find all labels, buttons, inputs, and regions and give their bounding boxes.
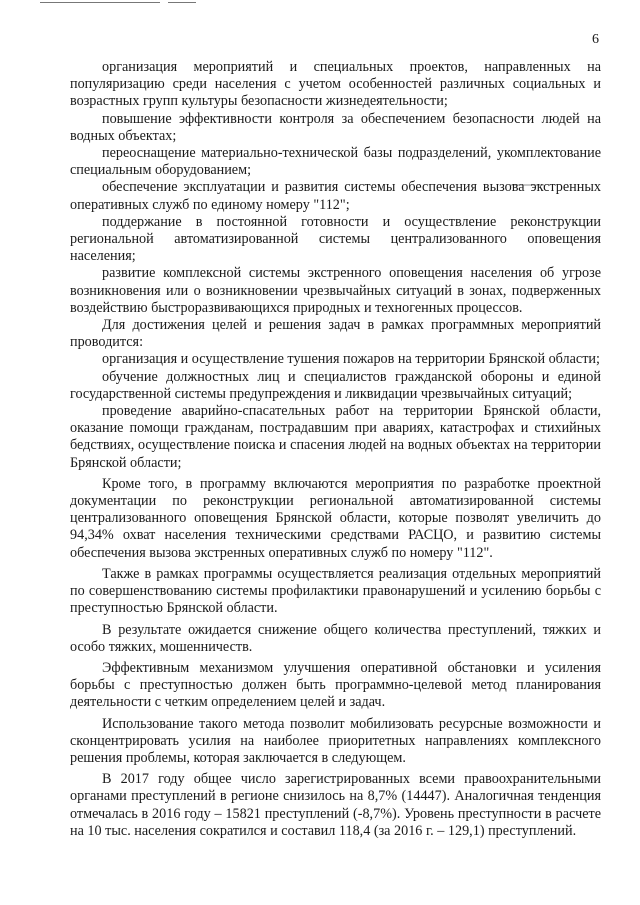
paragraph-1: организация мероприятий и специальных проектов, направленных на популяризацию среди населения с учетом особенностей различных социальных и возрастных групп культуры безопасности жизнедеятельности; bbox=[70, 59, 601, 110]
document-body bbox=[70, 59, 601, 840]
paragraph-5: поддержание в постоянной готовности и осуществление реконструкции региональной автоматизированной системы централизованного оповещения населения; bbox=[70, 213, 601, 265]
paragraph-3: переоснащение материально-технической базы подразделений, укомплектование специальным оборудованием; bbox=[70, 145, 601, 179]
paragraph-7: Для достижения целей и решения задач в рамках программных мероприятий проводится: bbox=[70, 317, 601, 351]
paragraph-11: Кроме того, в программу включаются мероприятия по разработке проектной документации по реконструкции региональной автоматизированной системы централизованного оповещения Брянской области, которые позволят увеличить до 94,34% охват населения техническими средствами РАСЦО, и развитию системы обеспечения вызова экстренных оперативных служб по номеру "112". bbox=[70, 475, 601, 561]
paragraph-9: обучение должностных лиц и специалистов гражданской обороны и единой государственной системы предупреждения и ликвидации чрезвычайных ситуаций; bbox=[70, 368, 601, 402]
paragraph-10: проведение аварийно-спасательных работ на территории Брянской области, оказание помощи гражданам, пострадавшим при авариях, катастрофах и стихийных бедствиях, осуществление поиска и спасения людей на водных объектах на территории Брянской области; bbox=[70, 403, 601, 471]
paragraph-8: организация и осуществление тушения пожаров на территории Брянской области; bbox=[102, 351, 600, 368]
scan-edge-marks bbox=[0, 0, 640, 10]
paragraph-15: Использование такого метода позволит мобилизовать ресурсные возможности и сконцентрировать усилия на наиболее приоритетных направлениях комплексного решения проблемы, которая заключается в следующем. bbox=[70, 715, 601, 766]
paragraph-2: повышение эффективности контроля за обеспечением безопасности людей на водных объектах; bbox=[70, 110, 601, 144]
paragraph-14: Эффективным механизмом улучшения оперативной обстановки и усиления борьбы с преступностью должен быть программно-целевой метод планирования деятельности с четким определением целей и задач. bbox=[70, 659, 601, 711]
paragraph-16: В 2017 году общее число зарегистрированных всеми правоохранительными органами преступлений в регионе снизилось на 8,7% (14447). Аналогичная тенденция отмечалась в 2016 году – 15821 преступлений (-8,7%). Уровень преступности в расчете на 10 тыс. населения сократился и составил 118,4 (за 2016 г. – 129,1) преступлений. bbox=[70, 771, 601, 839]
paragraph-4: обеспечение эксплуатации и развития системы обеспечения вызова экстренных оперативных служб по единому номеру "112"; bbox=[70, 179, 601, 213]
paragraph-13: В результате ожидается снижение общего количества преступлений, тяжких и особо тяжких, мошенничеств. bbox=[70, 621, 601, 655]
paragraph-6: развитие комплексной системы экстренного оповещения населения об угрозе возникновения или о возникновении чрезвычайных ситуаций в зонах, подверженных воздействию быстроразвивающихся природных и техногенных процессов. bbox=[70, 265, 601, 316]
paragraph-12: Также в рамках программы осуществляется реализация отдельных мероприятий по совершенствованию системы профилактики правонарушений и усилению борьбы с преступностью Брянской области. bbox=[70, 565, 601, 617]
page-number: 6 bbox=[592, 32, 599, 47]
